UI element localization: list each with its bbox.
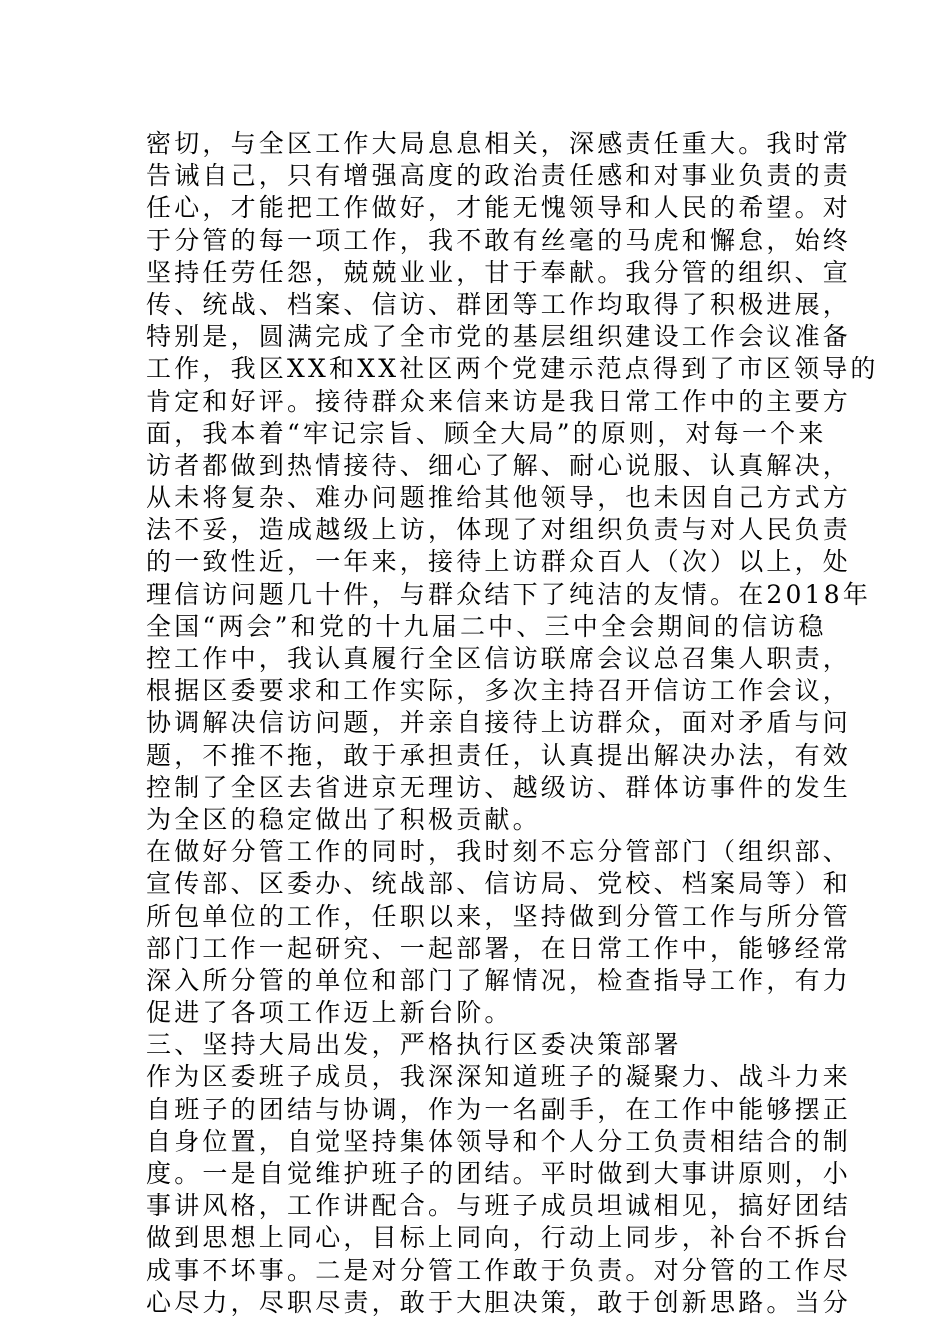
text-line: 全国“两会”和党的十九届二中、三中全会期间的信访稳 xyxy=(146,611,827,641)
text-line: 任心，才能把工作做好，才能无愧领导和人民的希望。对 xyxy=(146,193,852,223)
text-line: 度。一是自觉维护班子的团结。平时做到大事讲原则，小 xyxy=(146,1159,852,1188)
text-line: 法不妥，造成越级上访，体现了对组织负责与对人民负责 xyxy=(146,515,852,545)
text-line: 坚持任劳任怨，兢兢业业，甘于奉献。我分管的组织、宣 xyxy=(146,257,852,287)
text-line: 成事不坏事。二是对分管工作敢于负责。对分管的工作尽 xyxy=(146,1255,852,1285)
text-line: 控制了全区去省进京无理访、越级访、群体访事件的发生 xyxy=(146,772,852,802)
section-heading: 三、坚持大局出发，严格执行区委决策部署 xyxy=(146,1030,682,1060)
text-line: 为全区的稳定做出了积极贡献。 xyxy=(146,804,541,834)
text-line: 的一致性近，一年来，接待上访群众百人（次）以上，处 xyxy=(146,547,852,577)
text-line: 深入所分管的单位和部门了解情况，检查指导工作，有力 xyxy=(146,965,852,995)
text-line: 根据区委要求和工作实际，多次主持召开信访工作会议， xyxy=(146,676,852,706)
text-line: 协调解决信访问题，并亲自接待上访群众，面对矛盾与问 xyxy=(146,708,852,738)
text-line: 密切，与全区工作大局息息相关，深感责任重大。我时常 xyxy=(146,129,852,158)
text-line: 在做好分管工作的同时，我时刻不忘分管部门（组织部、 xyxy=(146,837,852,867)
text-line: 自班子的团结与协调，作为一名副手，在工作中能够摆正 xyxy=(146,1094,852,1124)
text-line: 传、统战、档案、信访、群团等工作均取得了积极进展， xyxy=(146,289,852,319)
text-line: 自身位置，自觉坚持集体领导和个人分工负责相结合的制 xyxy=(146,1126,852,1156)
text-line: 作为区委班子成员，我深深知道班子的凝聚力、战斗力来 xyxy=(146,1062,852,1092)
text-line: 告诫自己，只有增强高度的政治责任感和对事业负责的责 xyxy=(146,161,852,191)
text-line: 特别是，圆满完成了全市党的基层组织建设工作会议准备 xyxy=(146,322,852,352)
text-line: 工作，我区XX和XX社区两个党建示范点得到了市区领导的 xyxy=(146,354,879,384)
text-line: 做到思想上同心，目标上同向，行动上同步，补台不拆台 xyxy=(146,1223,852,1253)
text-line: 心尽力，尽职尽责，敢于大胆决策，敢于创新思路。当分 xyxy=(146,1287,852,1317)
text-line: 理信访问题几十件，与群众结下了纯洁的友情。在2018年 xyxy=(146,579,872,609)
text-line: 控工作中，我认真履行全区信访联席会议总召集人职责， xyxy=(146,644,852,673)
document-body xyxy=(146,128,879,1319)
text-line: 宣传部、区委办、统战部、信访局、党校、档案局等）和 xyxy=(146,869,852,899)
text-line: 于分管的每一项工作，我不敢有丝毫的马虎和懈怠，始终 xyxy=(146,225,852,255)
text-line: 访者都做到热情接待、细心了解、耐心说服、认真解决， xyxy=(146,450,852,480)
text-line: 从未将复杂、难办问题推给其他领导，也未因自己方式方 xyxy=(146,483,852,513)
text-line: 面，我本着“牢记宗旨、顾全大局”的原则，对每一个来 xyxy=(146,418,827,448)
text-line: 题，不推不拖，敢于承担责任，认真提出解决办法，有效 xyxy=(146,740,852,770)
text-line: 事讲风格，工作讲配合。与班子成员坦诚相见，搞好团结 xyxy=(146,1191,852,1221)
text-line: 部门工作一起研究、一起部署，在日常工作中，能够经常 xyxy=(146,933,852,963)
text-line: 促进了各项工作迈上新台阶。 xyxy=(146,998,513,1028)
text-line: 肯定和好评。接待群众来信来访是我日常工作中的主要方 xyxy=(146,386,852,416)
text-line: 所包单位的工作，任职以来，坚持做到分管工作与所分管 xyxy=(146,901,852,931)
